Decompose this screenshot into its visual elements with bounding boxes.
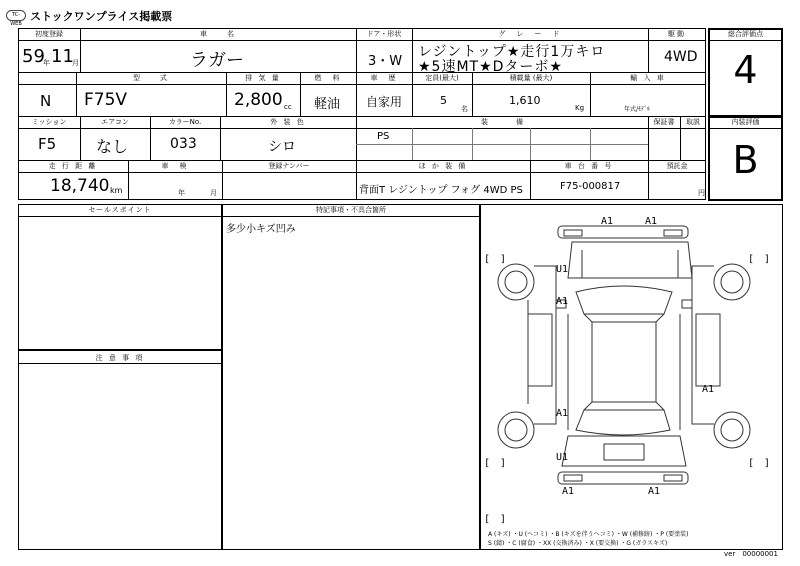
import-note: 年式/ﾓﾃﾞﾙ (624, 106, 651, 113)
label-manual: 取説 (686, 118, 700, 126)
overall-grade: 4 (733, 48, 758, 92)
wheel-front-left (498, 264, 534, 300)
damage-mark: U1 (556, 264, 569, 275)
exterior-value: シロ (268, 139, 296, 155)
other-equipment-value: 背面T レジントップ フォグ 4WD PS (359, 185, 523, 196)
first-reg-month: 11 (51, 46, 74, 67)
sales-point-header: セールスポイント (88, 206, 152, 214)
label-fuel: 燃 料 (314, 74, 342, 82)
damage-mark: A1 (562, 486, 575, 497)
load-unit: Kg (575, 104, 585, 112)
notes-header: 特記事項・不具合箇所 (316, 206, 386, 214)
label-drive: 駆動 (668, 30, 686, 38)
windshield (576, 286, 672, 314)
label-first-reg: 初度登録 (35, 30, 63, 38)
hood (568, 242, 692, 278)
first-reg-month-unit: 月 (72, 59, 79, 67)
damage-mark: U1 (556, 452, 569, 463)
prefix-value: N (40, 92, 52, 110)
label-interior: 内装評価 (731, 118, 760, 126)
label-inspection: 車 検 (161, 162, 189, 170)
first-reg-year-unit: 年 (43, 59, 50, 67)
bracket-rear-left: [ ] (484, 458, 507, 469)
grade-line2: ★5速MT★Dターボ★ (418, 59, 563, 75)
aircon-value: なし (96, 137, 129, 156)
label-model: 型 式 (133, 74, 169, 82)
spare-tire (604, 444, 644, 460)
label-warranty: 保証書 (653, 118, 675, 126)
damage-mark: A1 (601, 216, 614, 227)
deposit-unit: 円 (698, 189, 705, 197)
label-equipment: 装 備 (481, 118, 523, 126)
history-value: 自家用 (366, 95, 403, 109)
document-title: ストックワンプライス掲載票 (30, 10, 173, 23)
capacity-value: 5 (440, 94, 447, 107)
damage-mark: A1 (645, 216, 658, 227)
damage-mark: A1 (648, 486, 661, 497)
label-color-no: カラーNo. (168, 118, 202, 126)
rear-window (576, 410, 670, 435)
drive-value: 4WD (664, 49, 698, 65)
bracket-front-left: [ ] (484, 254, 507, 265)
rear-bumper (558, 472, 688, 484)
chassis-value: F75-000817 (560, 181, 621, 192)
wheel-rear-left (498, 412, 534, 448)
label-other-equip: ほ か 装 備 (418, 162, 468, 170)
label-car-name: 車 名 (200, 30, 236, 38)
displacement-unit: cc (284, 103, 292, 111)
label-chassis: 車 台 番 号 (564, 162, 614, 170)
bracket-bottom: [ ] (484, 514, 507, 525)
bracket-front-right: [ ] (748, 254, 771, 265)
fuel-value: 軽油 (314, 97, 341, 112)
damage-mark: A1 (556, 408, 569, 419)
capacity-unit: 名 (461, 105, 468, 113)
right-side (692, 266, 714, 424)
wheel-front-right (714, 264, 750, 300)
front-lamp-left (564, 230, 582, 236)
interior-grade: B (732, 138, 759, 182)
notes-box (222, 204, 480, 550)
left-door (528, 314, 552, 386)
car-name: ラガー (190, 50, 244, 71)
label-capacity: 定員(最大) (425, 74, 459, 82)
left-side (534, 266, 556, 424)
color-no-value: 033 (170, 136, 197, 152)
label-exterior: 外 装 色 (270, 118, 306, 126)
label-deposit: 預託金 (666, 162, 688, 170)
car-diagram (480, 204, 783, 550)
label-grade: グ レ ー ド (498, 30, 562, 38)
equipment-ps: PS (377, 131, 390, 142)
label-overall: 総合評価点 (728, 30, 763, 38)
label-displacement: 排 気 量 (245, 74, 281, 82)
grade-line1: レジントップ★走行1万キロ (418, 44, 606, 60)
caution-header: 注 意 事 項 (95, 354, 145, 362)
notes-text: 多少小キズ凹み (226, 224, 296, 235)
damage-mark: A1 (702, 384, 715, 395)
inspection-year-unit: 年 (178, 189, 185, 197)
legend-line-2: S (錆) ・C (腐食) ・XX (交換済み) ・X (要交換) ・G (ガラスキズ) (488, 540, 668, 547)
first-reg-year: 59 (22, 46, 45, 67)
label-import: 輸 入 車 (630, 74, 666, 82)
logo: TC-WEB (6, 10, 26, 21)
legend-line-1: A (キズ) ・U (ヘコミ) ・B (キズを伴うヘコミ) ・W (補修跡) ・P (要塗装) (488, 531, 689, 538)
label-load: 積載量 (最大) (509, 74, 553, 82)
wheel-rear-right (714, 412, 750, 448)
front-lamp-right (664, 230, 682, 236)
label-plate: 登録ナンバー (268, 162, 310, 170)
caution-box (18, 350, 222, 550)
roof (592, 322, 656, 402)
mileage-unit: km (110, 186, 123, 195)
label-aircon: エアコン (101, 118, 129, 126)
model-value: F75V (84, 90, 128, 110)
right-door (696, 314, 720, 386)
label-history: 車 歴 (370, 74, 398, 82)
version-label: ver 00000001 (724, 550, 778, 558)
mileage-value: 18,740 (50, 176, 110, 196)
sales-point-box (18, 204, 222, 350)
inspection-month-unit: 月 (210, 189, 217, 197)
displacement-value: 2,800 (234, 90, 283, 110)
doors-value: 3・W (368, 54, 403, 69)
damage-legend (488, 530, 788, 548)
label-mission: ミッション (31, 118, 67, 126)
load-value: 1,610 (509, 94, 541, 107)
label-doors: ドア・形状 (366, 30, 402, 38)
rear-body (562, 436, 686, 466)
damage-mark: A1 (556, 296, 569, 307)
bracket-rear-right: [ ] (748, 458, 771, 469)
mission-value: F5 (38, 135, 57, 153)
car-outline-svg (480, 204, 783, 550)
label-mileage: 走 行 距 離 (48, 162, 98, 170)
